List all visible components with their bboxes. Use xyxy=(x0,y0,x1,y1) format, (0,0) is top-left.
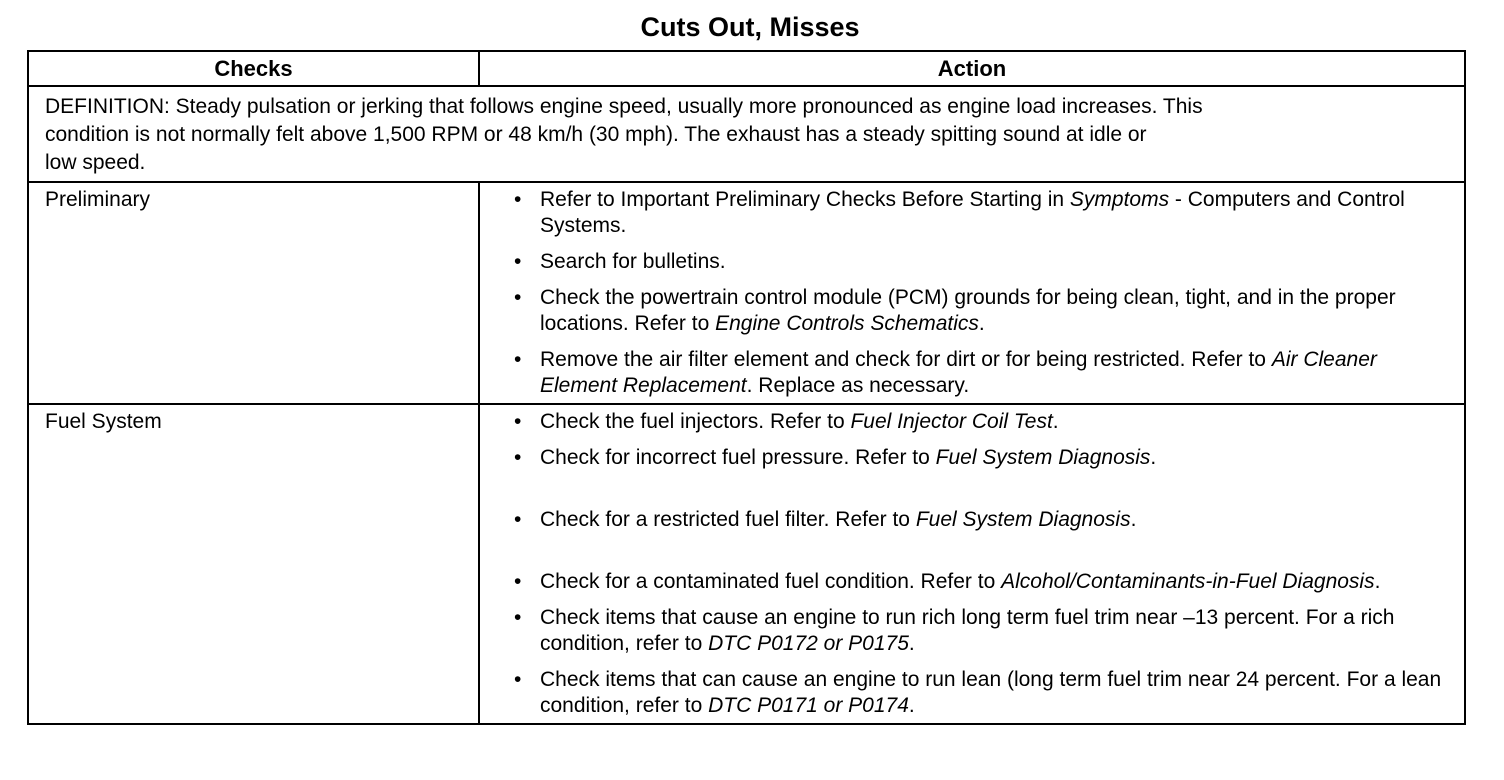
bullet-icon: • xyxy=(514,570,522,593)
list-item: • Check for a restricted fuel filter. Refer to Fuel System Diagnosis. xyxy=(514,508,1137,531)
reference-link: Engine Controls Schematics xyxy=(715,312,979,335)
action-cell xyxy=(479,404,1465,724)
list-item: • Refer to Important Preliminary Checks Before Starting in Symptoms - Computers and Control Systems. xyxy=(514,188,1405,237)
list-item: • Check for a contaminated fuel condition. Refer to Alcohol/Contaminants-in-Fuel Diagnosis. xyxy=(514,570,1381,593)
list-item: • Check the powertrain control module (PCM) grounds for being clean, tight, and in the proper locations. Refer to Engine Controls Schematics. xyxy=(514,286,1396,335)
bullet-icon: • xyxy=(514,446,522,469)
check-cell-preliminary: Preliminary xyxy=(28,182,479,404)
reference-link: Fuel System Diagnosis xyxy=(935,446,1151,469)
list-item: • Check items that cause an engine to run rich long term fuel trim near –13 percent. For a rich condition, refer to DTC P0172 or P0175. xyxy=(514,606,1395,655)
reference-link: Symptoms xyxy=(1069,188,1170,211)
table-row xyxy=(28,404,1465,724)
action-list xyxy=(514,409,1452,719)
reference-link: DTC P0171 or P0174 xyxy=(708,694,909,717)
bullet-icon: • xyxy=(514,508,522,531)
list-item: • Remove the air filter element and check for dirt or for being restricted. Refer to Air Cleaner Element Replacement. Replace as necessary. xyxy=(514,348,1377,397)
header-row xyxy=(28,51,1465,86)
bullet-icon: • xyxy=(514,286,522,309)
bullet-icon: • xyxy=(514,250,522,273)
bullet-icon: • xyxy=(514,188,522,211)
bullet-icon: • xyxy=(514,668,522,691)
definition-line: low speed. xyxy=(45,151,146,174)
definition-cell xyxy=(28,86,1465,182)
list-item: • Check items that can cause an engine to run lean (long term fuel trim near 24 percent. For a lean condition, refer to DTC P0171 or P0174. xyxy=(514,668,1442,717)
action-column-header: Action xyxy=(479,51,1465,86)
diagnostic-table xyxy=(27,50,1466,725)
list-item: • Check the fuel injectors. Refer to Fuel Injector Coil Test. xyxy=(514,410,1059,433)
bullet-icon: • xyxy=(514,348,522,371)
check-cell-fuel-system: Fuel System xyxy=(28,404,479,724)
definition-line: condition is not normally felt above 1,500 RPM or 48 km/h (30 mph). The exhaust has a steady spitting sound at idle or xyxy=(45,123,1147,146)
reference-link: DTC P0172 or P0175 xyxy=(708,632,909,655)
bullet-icon: • xyxy=(514,410,522,433)
action-list xyxy=(514,187,1452,399)
page-title: Cuts Out, Misses xyxy=(640,12,860,42)
reference-link: Fuel System Diagnosis xyxy=(915,508,1131,531)
bullet-icon: • xyxy=(514,606,522,629)
reference-link: Fuel Injector Coil Test xyxy=(850,410,1053,433)
reference-link: Alcohol/Contaminants-in-Fuel Diagnosis xyxy=(1001,570,1375,593)
definition-row xyxy=(28,86,1465,182)
table-row xyxy=(28,182,1465,404)
definition-line: DEFINITION: Steady pulsation or jerking that follows engine speed, usually more pronounced as engine load increases. This xyxy=(45,95,1203,118)
list-item: • Check for incorrect fuel pressure. Refer to Fuel System Diagnosis. xyxy=(514,446,1157,469)
reference-link: Air Cleaner Element Replacement xyxy=(540,348,1377,397)
action-cell xyxy=(479,182,1465,404)
list-item: • Search for bulletins. xyxy=(514,250,726,273)
checks-column-header: Checks xyxy=(28,51,479,86)
